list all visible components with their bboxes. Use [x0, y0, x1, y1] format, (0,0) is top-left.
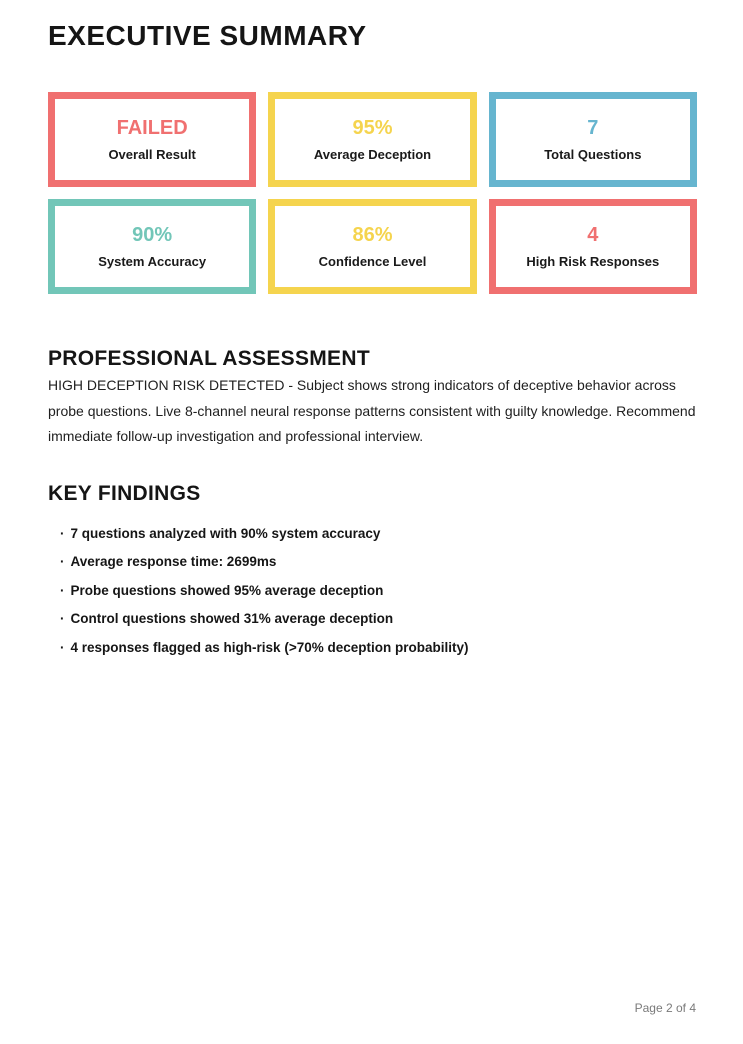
stat-label: High Risk Responses: [526, 254, 660, 269]
finding-item: [48, 605, 697, 634]
bullet-dot: ·: [60, 611, 65, 626]
key-findings-heading: KEY FINDINGS: [48, 481, 201, 505]
stat-card-confidence-level: [268, 199, 476, 294]
finding-text: Average response time: 2699ms: [70, 554, 277, 569]
bullet-dot: ·: [60, 639, 65, 655]
bullet-dot: ·: [60, 525, 65, 541]
stat-label: Confidence Level: [318, 254, 427, 269]
stat-value: 95%: [352, 117, 393, 139]
page-title: EXECUTIVE SUMMARY: [48, 20, 367, 51]
finding-item: [48, 577, 697, 606]
key-findings-list: [48, 520, 697, 663]
stat-card-overall-result: [48, 92, 256, 187]
stat-card-total-questions: [489, 92, 697, 187]
professional-assessment-text: HIGH DECEPTION RISK DETECTED - Subject shows strong indicators of deceptive behavior across probe questions. Live 8-channel neural response patterns consistent with guilty knowledge. Recommend immediate follow-up investigation and professional interview.: [48, 377, 696, 444]
finding-text: 7 questions analyzed with 90% system accuracy: [70, 525, 381, 541]
bullet-dot: ·: [60, 554, 65, 569]
bullet-dot: ·: [60, 582, 65, 598]
summary-cards-grid: [48, 92, 697, 294]
finding-text: Probe questions showed 95% average deception: [70, 582, 384, 598]
stat-label: Overall Result: [108, 147, 196, 162]
professional-assessment-heading: PROFESSIONAL ASSESSMENT: [48, 347, 370, 370]
stat-value: 4: [587, 224, 599, 246]
stat-label: System Accuracy: [98, 254, 207, 269]
stat-card-system-accuracy: [48, 199, 256, 294]
stat-label: Total Questions: [544, 147, 642, 162]
stat-value: 7: [587, 117, 599, 139]
finding-text: Control questions showed 31% average deception: [70, 611, 394, 626]
stat-value: FAILED: [116, 117, 188, 139]
stat-value: 90%: [132, 224, 173, 246]
stat-value: 86%: [352, 224, 393, 246]
finding-text: 4 responses flagged as high-risk (>70% deception probability): [70, 639, 469, 655]
stat-label: Average Deception: [313, 147, 432, 162]
stat-card-high-risk-responses: [489, 199, 697, 294]
stat-card-average-deception: [268, 92, 476, 187]
finding-item: [48, 634, 697, 663]
page-number: Page 2 of 4: [634, 1001, 696, 1015]
finding-item: [48, 548, 697, 577]
finding-item: [48, 520, 697, 549]
